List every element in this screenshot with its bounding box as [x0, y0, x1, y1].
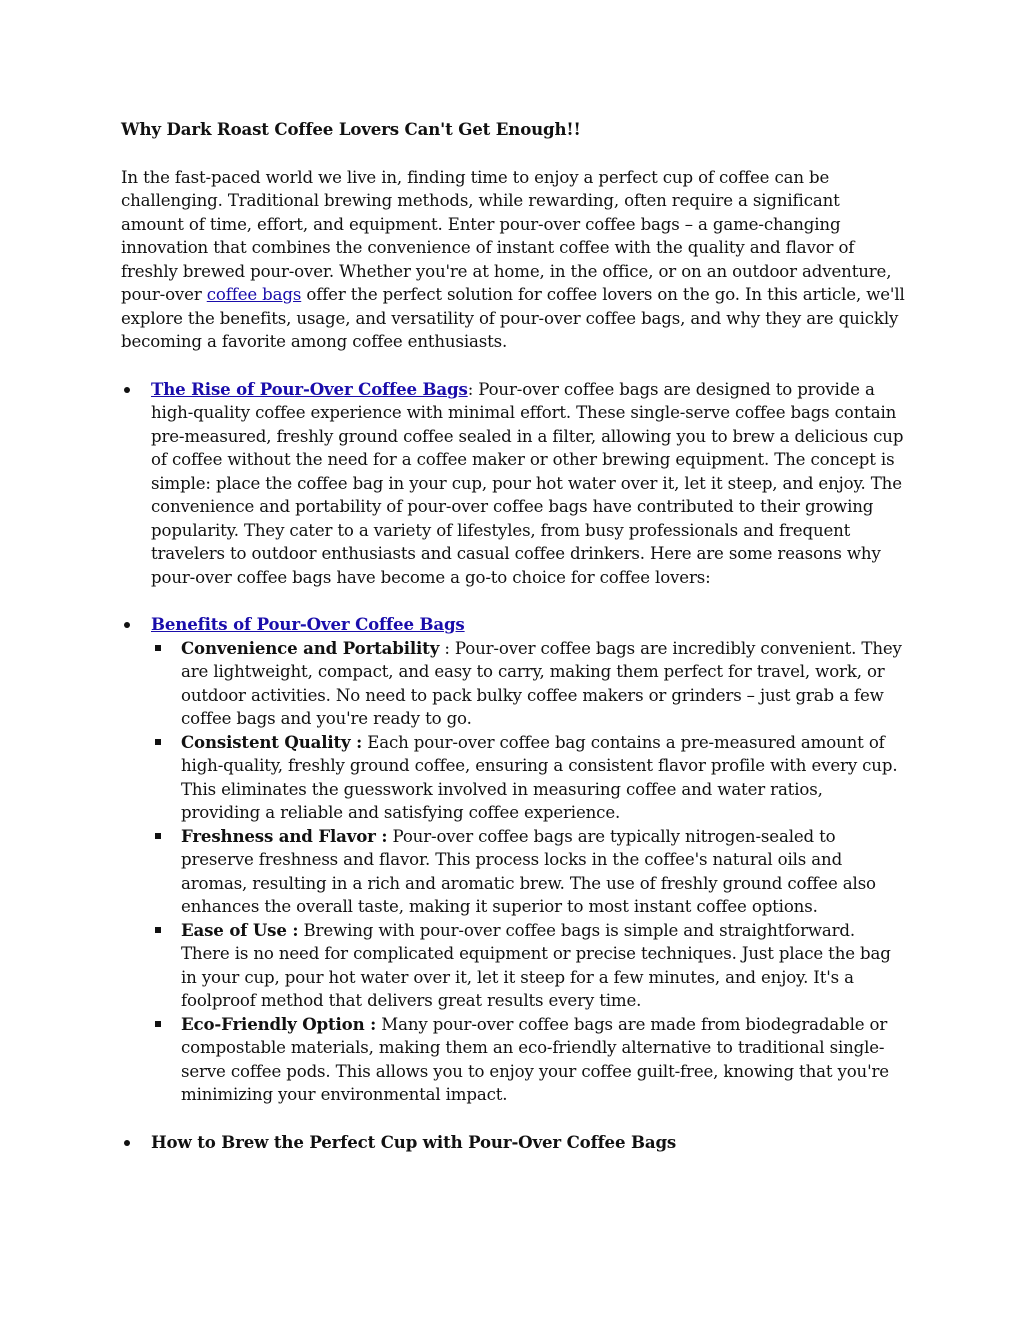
benefit-text: Many pour-over coffee bags are made from biodegradable or compostable materials, making them an eco-friendly alternative to traditional single-serve coffee pods. This allows you to enjoy your coffee guilt-free, knowing that you're minimizing your environmental impact.: [181, 1014, 889, 1104]
document-page: [121, 118, 906, 1178]
intro-paragraph: [121, 166, 906, 354]
intro-text-end: offer the perfect solution for coffee lovers on the go. In this article, we'll explore the benefits, usage, and versatility of pour-over coffee bags, and why they are quickly becoming a favorite among coffee enthusiasts.: [121, 285, 905, 351]
list-item-rise: [121, 378, 906, 590]
benefit-label: Consistent Quality :: [181, 731, 363, 752]
rise-text: : Pour-over coffee bags are designed to provide a high-quality coffee experience with minimal effort. These single-serve coffee bags contain pre-measured, freshly ground coffee sealed in a filter, allowing you to brew a delicious cup of coffee without the need for a coffee maker or other brewing equipment. The concept is simple: place the coffee bag in your cup, pour hot water over it, let it steep, and enjoy. The convenience and portability of pour-over coffee bags have contributed to their growing popularity. They cater to a variety of lifestyles, from busy professionals and frequent travelers to outdoor enthusiasts and casual coffee drinkers. Here are some reasons why pour-over coffee bags have become a go-to choice for coffee lovers:: [151, 379, 904, 587]
coffee-bags-link[interactable]: coffee bags: [206, 285, 302, 304]
article-title: Why Dark Roast Coffee Lovers Can't Get Enough!!: [121, 119, 581, 139]
benefit-label: Eco-Friendly Option :: [181, 1013, 377, 1034]
rise-heading-link[interactable]: The Rise of Pour-Over Coffee Bags: [151, 378, 468, 399]
benefit-text: Pour-over coffee bags are typically nitrogen-sealed to preserve freshness and flavor. This process locks in the coffee's natural oils and aromas, resulting in a rich and aromatic brew. The use of freshly ground coffee also enhances the overall taste, making it superior to most instant coffee options.: [181, 826, 876, 916]
benefit-label: Convenience and Portability: [181, 637, 440, 658]
benefit-item-eco: [151, 1013, 906, 1107]
benefits-heading-link[interactable]: Benefits of Pour-Over Coffee Bags: [151, 614, 465, 634]
benefit-label: Freshness and Flavor :: [181, 825, 388, 846]
benefits-sublist: [151, 637, 906, 1107]
benefit-text: : Pour-over coffee bags are incredibly convenient. They are lightweight, compact, and easy to carry, making them perfect for travel, work, or outdoor activities. No need to pack bulky coffee makers or grinders – just grab a few coffee bags and you're ready to go.: [181, 638, 902, 728]
intro-text-start: In the fast-paced world we live in, finding time to enjoy a perfect cup of coffee can be challenging. Traditional brewing methods, while rewarding, often require a significant amount of time, effort, and equipment. Enter pour-over coffee bags – a game-changing innovation that combines the convenience of instant coffee with the quality and flavor of freshly brewed pour-over. Whether you're at home, in the office, or on an outdoor adventure, pour-over: [121, 167, 892, 304]
section-list: [121, 378, 906, 1155]
benefit-text: Brewing with pour-over coffee bags is simple and straightforward. There is no need for complicated equipment or precise techniques. Just place the bag in your cup, pour hot water over it, let it steep for a few minutes, and enjoy. It's a foolproof method that delivers great results every time.: [181, 920, 891, 1010]
benefit-item-convenience: [151, 637, 906, 731]
benefit-item-ease: [151, 919, 906, 1013]
list-item-brew: [121, 1131, 906, 1155]
list-item-benefits: [121, 613, 906, 1107]
benefit-label: Ease of Use :: [181, 919, 299, 940]
benefit-text: Each pour-over coffee bag contains a pre-measured amount of high-quality, freshly ground coffee, ensuring a consistent flavor profile with every cup. This eliminates the guesswork involved in measuring coffee and water ratios, providing a reliable and satisfying coffee experience.: [181, 732, 898, 822]
brew-heading: How to Brew the Perfect Cup with Pour-Over Coffee Bags: [151, 1131, 677, 1152]
benefit-item-freshness: [151, 825, 906, 919]
benefit-item-quality: [151, 731, 906, 825]
